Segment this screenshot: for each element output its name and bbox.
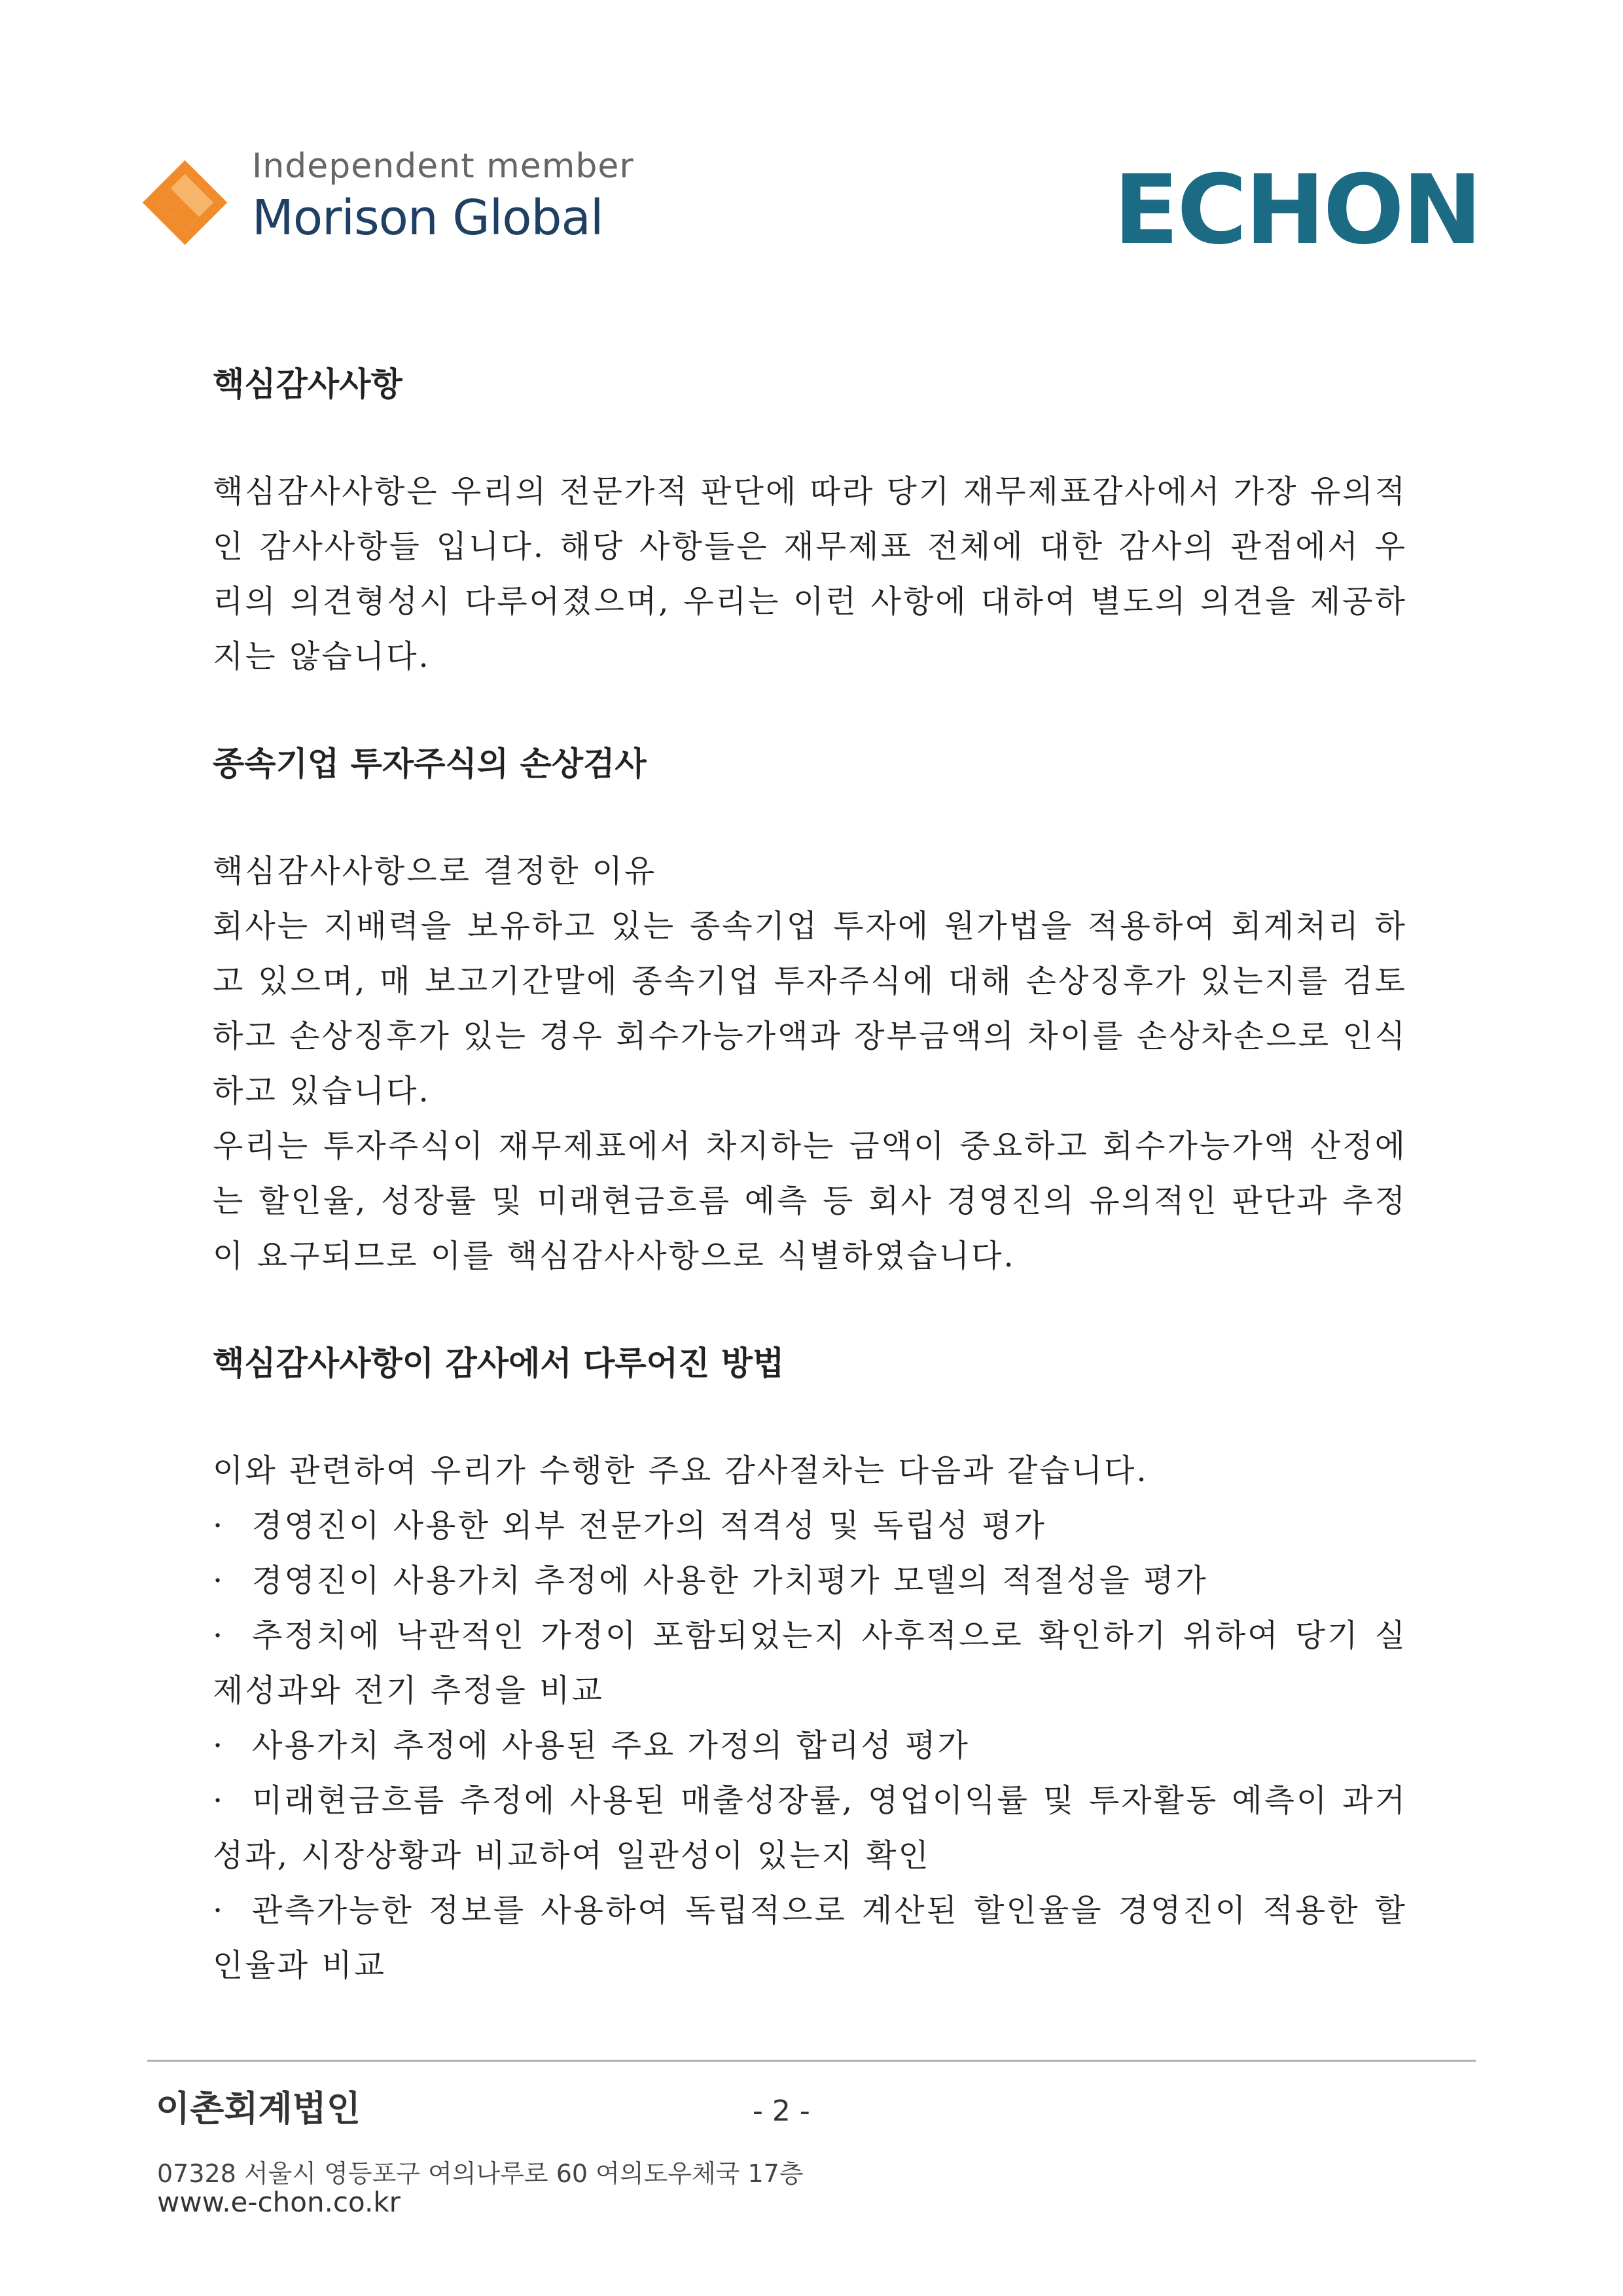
document-body — [213, 357, 1407, 1993]
bullet-dot: · — [213, 1782, 225, 1819]
page-number: - 2 - — [753, 2094, 810, 2128]
procedure-item: · 경영진이 사용한 외부 전문가의 적격성 및 독립성 평가 — [213, 1498, 1407, 1553]
reason-paragraph-1: 회사는 지배력을 보유하고 있는 종속기업 투자에 원가법을 적용하여 회계처리 하고 있으며, 매 보고기간말에 종속기업 투자주식에 대해 손상징후가 있는지를 검토하고 손상징후가 있는 경우 회수가능가액과 장부금액의 차이를 손상차손으로 인식하고 있습니다. — [213, 908, 1407, 1109]
footer-website-link[interactable]: www.e-chon.co.kr — [157, 2186, 401, 2218]
page-header — [0, 0, 1623, 275]
member-line: Independent member — [252, 147, 634, 186]
member-name: Morison Global — [252, 190, 603, 246]
morison-global-logo-icon — [141, 158, 229, 247]
footer-divider — [147, 2060, 1476, 2062]
reason-paragraph-2: 우리는 투자주식이 재무제표에서 차지하는 금액이 중요하고 회수가능가액 산정에는 할인율, 성장률 및 미래현금흐름 예측 등 회사 경영진의 유의적인 판단과 추정이 요구되므로 이를 핵심감사사항으로 식별하였습니다. — [213, 1128, 1407, 1274]
kam-intro-paragraph: 핵심감사사항은 우리의 전문가적 판단에 따라 당기 재무제표감사에서 가장 유의적인 감사사항들 입니다. 해당 사항들은 재무제표 전체에 대한 감사의 관점에서 우리의 의견형성시 다루어졌으며, 우리는 이런 사항에 대하여 별도의 의견을 제공하지는 않습니다. — [213, 473, 1407, 675]
bullet-dot: · — [213, 1507, 225, 1544]
bullet-dot: · — [213, 1892, 225, 1929]
procedures-list — [213, 1498, 1407, 1993]
footer-address: 07328 서울시 영등포구 여의나루로 60 여의도우체국 17층 — [157, 2159, 804, 2188]
impairment-subtitle: 종속기업 투자주식의 손상검사 — [213, 744, 647, 783]
procedure-item: · 미래현금흐름 추정에 사용된 매출성장률, 영업이익률 및 투자활동 예측이 과거성과, 시장상황과 비교하여 일관성이 있는지 확인 — [213, 1773, 1407, 1883]
kam-title: 핵심감사사항 — [213, 365, 402, 403]
procedure-item: · 관측가능한 정보를 사용하여 독립적으로 계산된 할인율을 경영진이 적용한 할인율과 비교 — [213, 1883, 1407, 1993]
bullet-dot: · — [213, 1562, 225, 1599]
reason-heading: 핵심감사사항으로 결정한 이유 — [213, 853, 657, 889]
bullet-dot: · — [213, 1727, 225, 1764]
echon-brand-logo: ECHON — [1113, 154, 1480, 266]
how-addressed-title: 핵심감사사항이 감사에서 다루어진 방법 — [213, 1344, 785, 1382]
procedures-intro: 이와 관련하여 우리가 수행한 주요 감사절차는 다음과 같습니다. — [213, 1452, 1149, 1489]
procedure-item: · 사용가치 추정에 사용된 주요 가정의 합리성 평가 — [213, 1718, 1407, 1773]
bullet-dot: · — [213, 1617, 225, 1654]
morison-global-wordmark — [252, 147, 634, 246]
footer-firm-name: 이촌회계법인 — [156, 2088, 361, 2129]
procedure-item: · 경영진이 사용가치 추정에 사용한 가치평가 모델의 적절성을 평가 — [213, 1553, 1407, 1608]
procedure-item: · 추정치에 낙관적인 가정이 포함되었는지 사후적으로 확인하기 위하여 당기 실제성과와 전기 추정을 비교 — [213, 1608, 1407, 1718]
